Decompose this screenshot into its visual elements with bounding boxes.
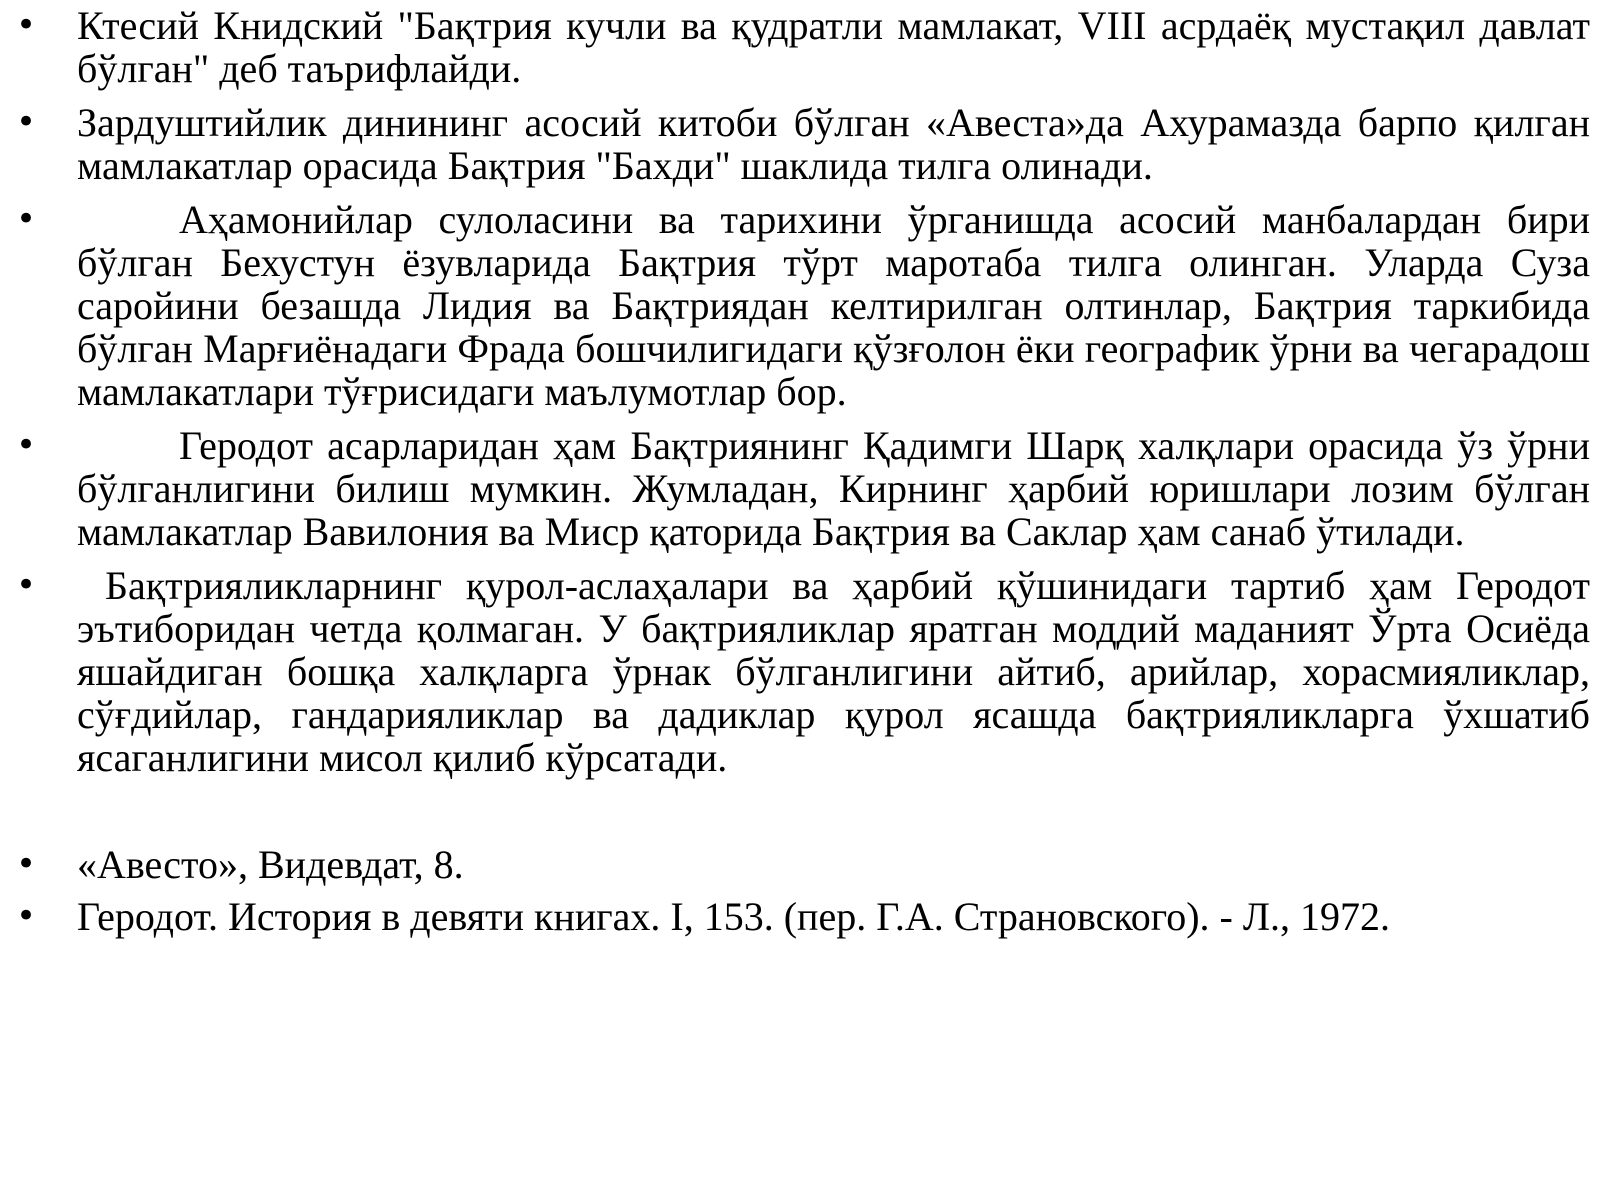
bullet-icon: • (16, 844, 37, 884)
bullet-icon: • (16, 102, 37, 142)
bullet-item-weapons (0, 564, 1600, 779)
bullet-text: Бақтрияликларнинг қурол-аслаҳалари ва ҳарбий қўшинидаги тартиб ҳам Геродот эътиборидан четда қолмаган. У бақтрияликлар яратган моддий маданият Ўрта Осиёда яшайдиган бошқа халқларга ўрнак бўлганлигини айтиб, арийлар, хорасмияликлар, сўғдийлар, гандарияликлар ва дадиклар қурол ясашда бақтрияликларга ўхшатиб ясаганлигини мисол қилиб кўрсатади. (77, 563, 1590, 780)
bullet-icon: • (16, 896, 37, 936)
bullet-text: Геродот асарларидан ҳам Бақтриянинг Қадимги Шарқ халқлари орасида ўз ўрни бўлганлигини билиш мумкин. Жумладан, Кирнинг ҳарбий юришлари лозим бўлган мамлакатлар Вавилония ва Миср қаторида Бақтрия ва Саклар ҳам санаб ўтилади. (77, 423, 1590, 554)
bullet-text: Аҳамонийлар сулоласини ва тарихини ўрганишда асосий манбалардан бири бўлган Бехустун ёзувларида Бақтрия тўрт маротаба тилга олинган. Уларда Суза саройини безашда Лидия ва Бақтриядан келтирилган олтинлар, Бақтрия таркибида бўлган Марғиёнадаги Фрада бошчилигидаги қўзғолон ёки географик ўрни ва чегарадош мамлакатлари тўғрисидаги маълумотлар бор. (77, 197, 1590, 414)
bullet-item-reference-avesto (0, 843, 1600, 886)
bullet-list (0, 4, 1600, 938)
bullet-item-reference-herodotus (0, 895, 1600, 938)
bullet-text: Геродот. История в девяти книгах. I, 153. (пер. Г.А. Страновского). - Л., 1972. (77, 894, 1390, 939)
bullet-icon: • (16, 565, 37, 605)
bullet-icon: • (16, 199, 37, 239)
bullet-item-behistun (0, 198, 1600, 413)
bullet-item-herodotus (0, 424, 1600, 553)
bullet-item-ctesias (0, 4, 1600, 90)
bullet-icon: • (16, 5, 37, 45)
bullet-text: «Авесто», Видевдат, 8. (77, 842, 464, 887)
bullet-icon: • (16, 425, 37, 465)
bullet-item-avesta (0, 101, 1600, 187)
bullet-text: Зардуштийлик динининг асосий китоби бўлган «Авеста»да Ахурамазда барпо қилган мамлакатлар орасида Бақтрия "Бахди" шаклида тилга олинади. (77, 100, 1590, 188)
bullet-text: Ктесий Книдский "Бақтрия кучли ва қудратли мамлакат, VIII асрдаёқ мустақил давлат бўлган" деб таърифлайди. (77, 3, 1590, 91)
